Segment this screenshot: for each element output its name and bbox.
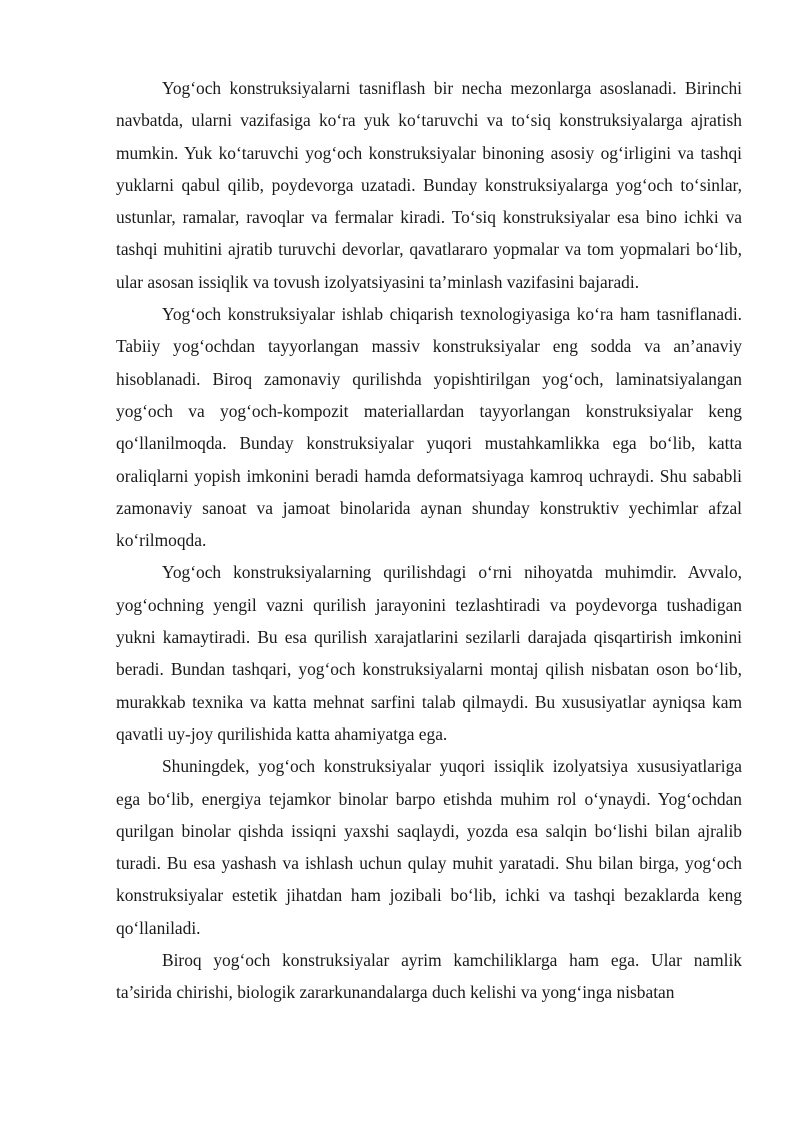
paragraph-production-technology: Yog‘och konstruksiyalar ishlab chiqarish texnologiyasiga ko‘ra ham tasniflanadi. Tabiiy yog‘ochdan tayyorlangan massiv konstruksiyalar eng sodda va an’anaviy hisoblanadi. Biroq zamonaviy qurilishda yopishtirilgan yog‘och, laminatsiyalangan yog‘och va yog‘och-kompozit materiallardan tayyorlangan konstruksiyalar keng qo‘llanilmoqda. Bunday konstruksiyalar yuqori mustahkamlikka ega bo‘lib, katta oraliqlarni yopish imkonini beradi hamda deformatsiyaga kamroq uchraydi. Shu sababli zamonaviy sanoat va jamoat binolarida aynan shunday konstruktiv yechimlar afzal ko‘rilmoqda. bbox=[116, 304, 742, 551]
document-page bbox=[116, 72, 742, 1009]
paragraph-thermal-insulation: Shuningdek, yog‘och konstruksiyalar yuqori issiqlik izolyatsiya xususiyatlariga ega bo‘lib, energiya tejamkor binolar barpo etishda muhim rol o‘ynaydi. Yog‘ochdan qurilgan binolar qishda issiqni yaxshi saqlaydi, yozda esa salqin bo‘lishi bilan ajralib turadi. Bu esa yashash va ishlash uchun qulay muhit yaratadi. Shu bilan birga, yog‘och konstruksiyalar estetik jihatdan ham jozibali bo‘lib, ichki va tashqi bezaklarda keng qo‘llaniladi. bbox=[116, 756, 742, 938]
paragraph-classification: Yog‘och konstruksiyalarni tasniflash bir necha mezonlarga asoslanadi. Birinchi navbatda, ularni vazifasiga ko‘ra yuk ko‘taruvchi va to‘siq konstruksiyalarga ajratish mumkin. Yuk ko‘taruvchi yog‘och konstruksiyalar binoning asosiy og‘irligini va tashqi yuklarni qabul qilib, poydevorga uzatadi. Bunday konstruksiyalarga yog‘och to‘sinlar, ustunlar, ramalar, ravoqlar va fermalar kiradi. To‘siq konstruksiyalar esa bino ichki va tashqi muhitini ajratib turuvchi devorlar, qavatlararo yopmalar va tom yopmalari bo‘lib, ular asosan issiqlik va tovush izolyatsiyasini ta’minlash vazifasini bajaradi. bbox=[116, 78, 742, 292]
paragraph-role-in-construction: Yog‘och konstruksiyalarning qurilishdagi o‘rni nihoyatda muhimdir. Avvalo, yog‘ochning yengil vazni qurilish jarayonini tezlashtiradi va poydevorga tushadigan yukni kamaytiradi. Bu esa qurilish xarajatlarini sezilarli darajada qisqartirish imkonini beradi. Bundan tashqari, yog‘och konstruksiyalarni montaj qilish nisbatan oson bo‘lib, murakkab texnika va katta mehnat sarfini talab qilmaydi. Bu xususiyatlar ayniqsa kam qavatli uy-joy qurilishida katta ahamiyatga ega. bbox=[116, 562, 742, 744]
paragraph-drawbacks: Biroq yog‘och konstruksiyalar ayrim kamchiliklarga ham ega. Ular namlik ta’sirida chirishi, biologik zararkunandalarga duch kelishi va yong‘inga nisbatan bbox=[116, 950, 742, 1003]
